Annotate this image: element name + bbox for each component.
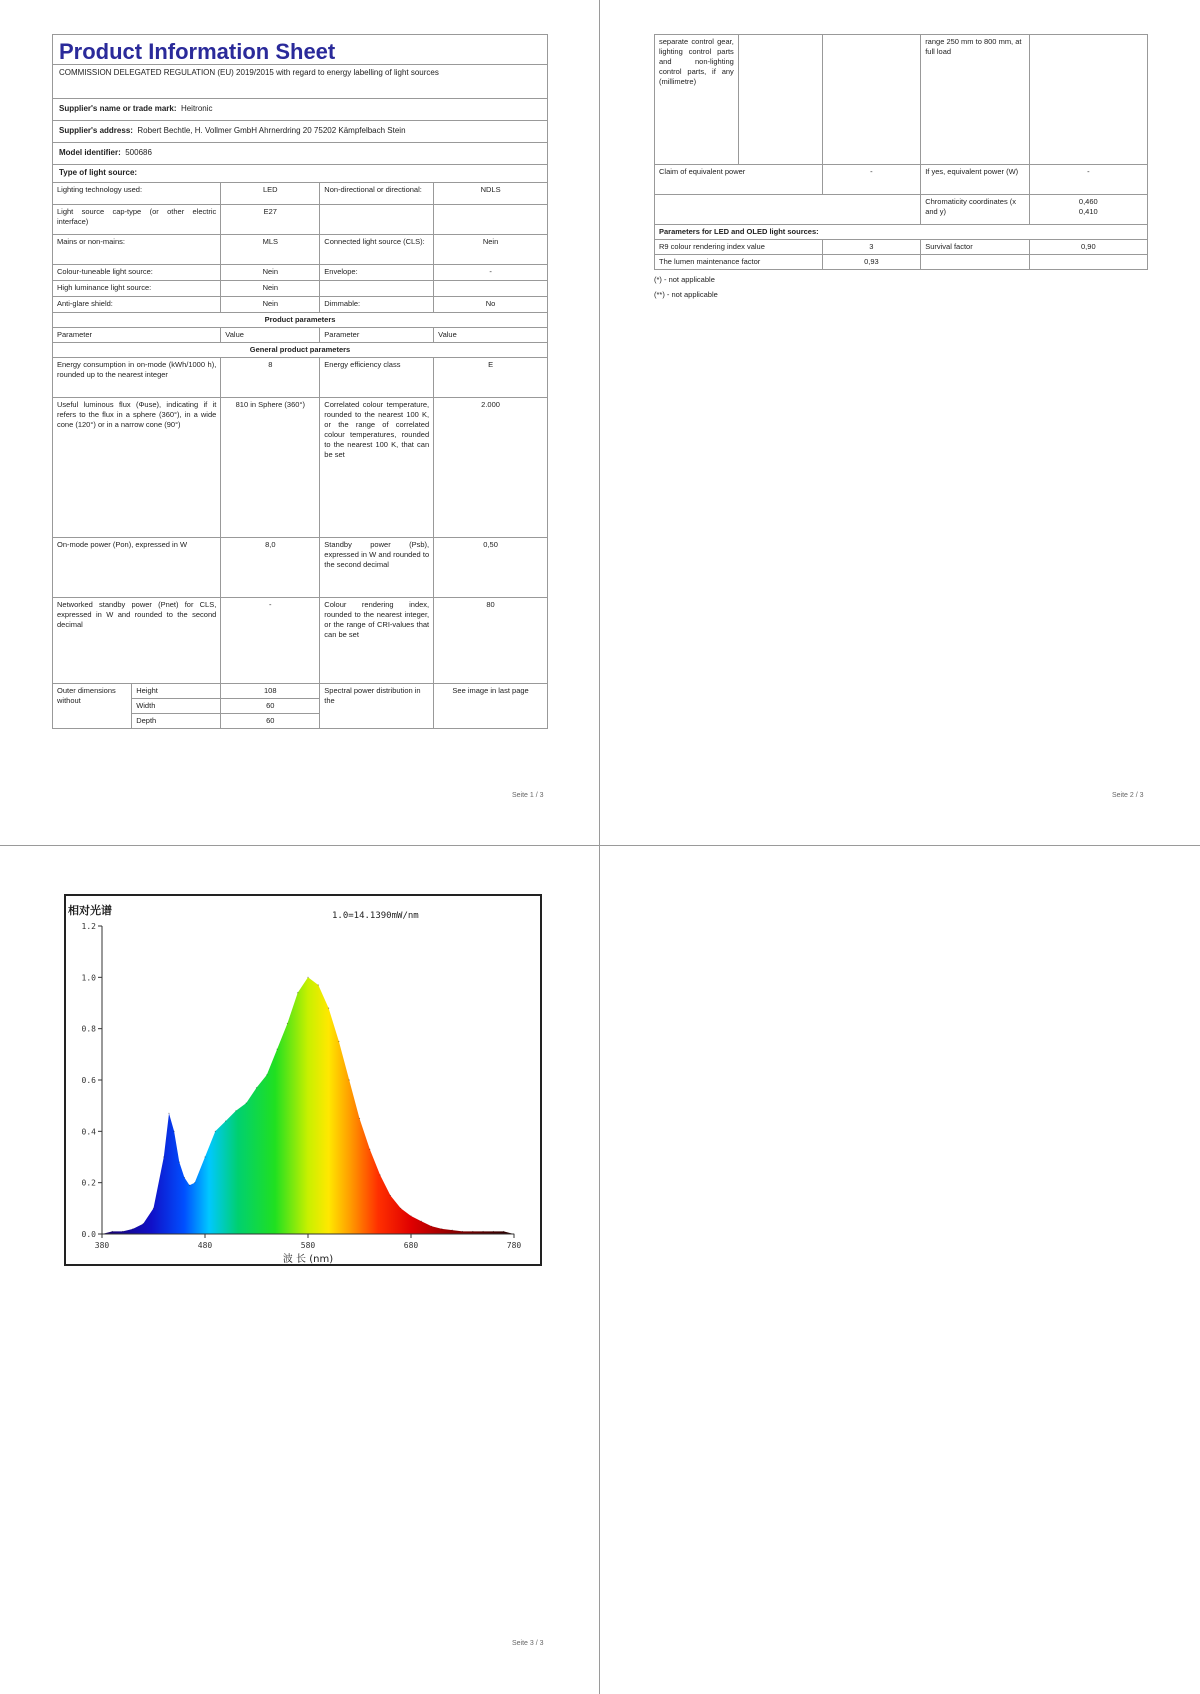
range-text: range 250 mm to 800 mm, at full load (921, 35, 1029, 165)
spectrum-point (225, 1120, 226, 1121)
y-tick-label: 1.2 (81, 922, 96, 931)
claim-label: Claim of equivalent power (655, 165, 823, 195)
spectrum-point (318, 984, 319, 985)
if-yes-label: If yes, equivalent power (W) (921, 165, 1029, 195)
spectrum-point (452, 1230, 453, 1231)
spectrum-point (421, 1221, 422, 1222)
chart-title: 1.0=14.1390mW/nm (332, 911, 419, 921)
spectrum-point (256, 1087, 257, 1088)
chromaticity-label: Chromaticity coordinates (x and y) (921, 195, 1029, 225)
page-title: Product Information Sheet (52, 34, 548, 64)
spectrum-point (493, 1231, 494, 1232)
spectrum-area (102, 977, 514, 1234)
footnote-1: (*) - not applicable (654, 275, 715, 284)
spectrum-point (349, 1079, 350, 1080)
type-row: High luminance light source: Nein (53, 281, 548, 297)
spectrum-point (483, 1231, 484, 1232)
spectrum-point (194, 1182, 195, 1183)
spectrum-point (184, 1177, 185, 1178)
spectrum-point (359, 1118, 360, 1119)
page-divider-vertical (599, 0, 600, 1694)
x-tick-label: 480 (197, 1241, 213, 1250)
page-1 (52, 34, 548, 729)
spectrum-point (235, 1110, 236, 1111)
spectrum-point (462, 1231, 463, 1232)
page-divider-horizontal (0, 845, 1200, 846)
spectrum-point (441, 1228, 442, 1229)
spectrum-point (163, 1156, 164, 1157)
spectrum-point (369, 1149, 370, 1150)
page-2 (654, 34, 1148, 302)
spectrum-point (168, 1113, 169, 1114)
spectrum-point (277, 1049, 278, 1050)
general-row: On-mode power (Pon), expressed in W 8,0 Standby power (Psb), expressed in W and rounded to the second decimal 0,50 (53, 538, 548, 598)
spectrum-point (179, 1162, 180, 1163)
page-number-1: Seite 1 / 3 (512, 792, 544, 799)
type-row: Light source cap-type (or other electric interface) E27 (53, 205, 548, 235)
model-row: Model identifier: 500686 (52, 142, 548, 164)
spectrum-point (189, 1185, 190, 1186)
x-tick-label: 680 (403, 1241, 419, 1250)
spectrum-point (287, 1023, 288, 1024)
spectrum-point (328, 1008, 329, 1009)
general-row: Networked standby power (Pnet) for CLS, expressed in W and rounded to the second decimal - Colour rendering index, rounded to the nearest integer, or the range of CRI-values that can be set 80 (53, 598, 548, 684)
type-row: Anti-glare shield: Nein Dimmable: No (53, 297, 548, 313)
type-row: Lighting technology used: LED Non-directional or directional: NDLS (53, 183, 548, 205)
y-tick-label: 0.8 (81, 1024, 96, 1034)
spectrum-point (266, 1074, 267, 1075)
type-label-row: Type of light source: (52, 164, 548, 182)
spectrum-point (246, 1103, 247, 1104)
spectral-label: Spectral power distribution in the (320, 684, 434, 729)
spectral-value: See image in last page (434, 684, 548, 729)
spectrum-point (174, 1131, 175, 1132)
spectrum-point (338, 1041, 339, 1042)
y-tick-label: 0.4 (81, 1127, 96, 1137)
y-tick-label: 0.6 (81, 1076, 96, 1085)
spectrum-point (132, 1228, 133, 1229)
spectrum-point (410, 1215, 411, 1216)
type-table (52, 182, 548, 684)
supplier-name-row: Supplier's name or trade mark: Heitronic (52, 98, 548, 120)
product-params-heading: Product parameters (53, 313, 548, 328)
spectrum-point (390, 1195, 391, 1196)
spectrum-point (503, 1231, 504, 1232)
supplier-address-row: Supplier's address: Robert Bechtle, H. Vollmer GmbH Ahrnerdring 20 75202 Kämpfelbach Stein (52, 120, 548, 142)
spectrum-chart (64, 894, 542, 1266)
footnote-2: (**) - not applicable (654, 290, 718, 299)
general-row: Useful luminous flux (Φuse), indicating if it refers to the flux in a sphere (360°), in a wide cone (120°) or in a narrow cone (90°) 810 in Sphere (360°) Correlated colour temperature, rounded to the nearest 100 K, or the range of correlated colour temperatures, rounded to the nearest 100 K, that can be set 2.000 (53, 398, 548, 538)
spectrum-point (297, 992, 298, 993)
param-header-row: Parameter Value Parameter Value (53, 328, 548, 343)
continuation-table: separate control gear, lighting control parts and non-lighting control parts, if any (millimetre) range 250 mm to 800 mm, at full load Claim of equivalent power - If yes, equivalent power (W) - Chromaticity coordinates (x and y) 0,460 0,410 Parameters for LED and OLED light sources: R9 colour rendering index value 3 Survival factor 0,90 The lumen maintenance factor 0,93 (654, 34, 1148, 270)
spectrum-point (143, 1223, 144, 1224)
x-axis-label: 波 长 (nm) (282, 1254, 334, 1264)
led-section-heading: Parameters for LED and OLED light sources: (655, 225, 1148, 240)
spectrum-point (153, 1208, 154, 1209)
control-gear-text: separate control gear, lighting control parts and non-lighting control parts, if any (millimetre) (655, 35, 739, 165)
regulation-text: COMMISSION DELEGATED REGULATION (EU) 2019/2015 with regard to energy labelling of light sources (52, 64, 548, 98)
y-tick-label: 1.0 (81, 973, 96, 983)
general-params-heading: General product parameters (53, 343, 548, 358)
x-tick-label: 580 (300, 1241, 316, 1250)
spectrum-point (204, 1156, 205, 1157)
footnotes (654, 272, 1148, 302)
type-row: Mains or non-mains: MLS Connected light source (CLS): Nein (53, 235, 548, 265)
spectrum-point (431, 1226, 432, 1227)
y-axis-label: 相对光谱 (68, 904, 112, 917)
spectrum-point (112, 1231, 113, 1232)
spectrum-point (307, 977, 308, 978)
page-number-3: Seite 3 / 3 (512, 1640, 544, 1647)
spectrum-point (400, 1208, 401, 1209)
type-row: Colour-tuneable light source: Nein Envelope: - (53, 265, 548, 281)
page-number-2: Seite 2 / 3 (1112, 792, 1144, 799)
dimensions-table: Outer dimensions without Height 108 Spectral power distribution in the See image in last page Width 60 Depth 60 (52, 683, 548, 729)
y-tick-label: 0.0 (81, 1230, 96, 1239)
dimensions-label: Outer dimensions without (53, 684, 132, 729)
y-tick-label: 0.2 (81, 1178, 96, 1188)
spectrum-chart-svg (66, 896, 540, 1264)
spectrum-point (215, 1131, 216, 1132)
x-tick-label: 380 (94, 1241, 110, 1250)
x-tick-label: 780 (506, 1241, 522, 1250)
spectrum-point (380, 1174, 381, 1175)
spectrum-point (472, 1231, 473, 1232)
general-row: Energy consumption in on-mode (kWh/1000 h), rounded up to the nearest integer 8 Energy efficiency class E (53, 358, 548, 398)
spectrum-point (122, 1231, 123, 1232)
